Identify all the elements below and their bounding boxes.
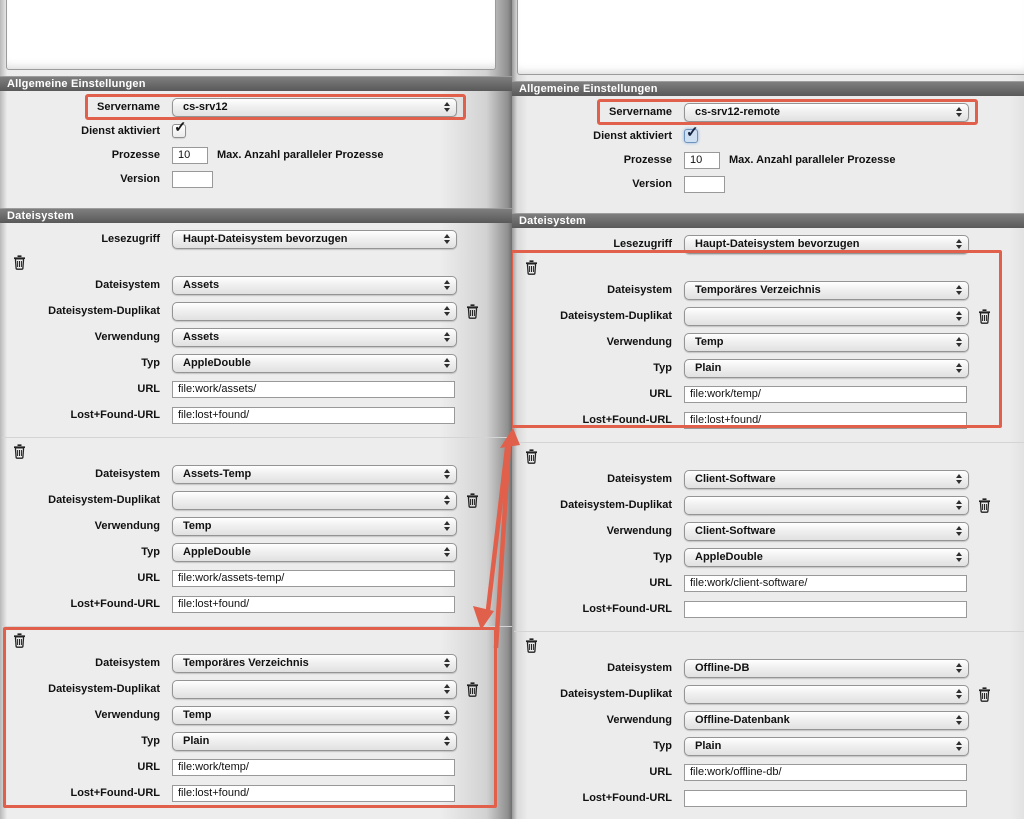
trash-icon <box>525 260 538 275</box>
processes-input[interactable] <box>172 147 208 164</box>
servername-value: cs-srv12-remote <box>695 106 780 118</box>
servername-row <box>512 102 1024 122</box>
fs-dup-select[interactable] <box>684 496 969 515</box>
usage-label: Verwendung <box>94 331 160 343</box>
usage-value: Offline-Datenbank <box>695 714 790 726</box>
service-enabled-checkbox[interactable] <box>172 119 187 138</box>
section-header-general <box>512 81 1024 96</box>
up-down-stepper-icon <box>956 741 962 751</box>
fs-select[interactable] <box>172 465 457 484</box>
up-down-stepper-icon <box>956 311 962 321</box>
url-input[interactable] <box>172 570 455 587</box>
processes-row <box>0 145 512 165</box>
up-down-stepper-icon <box>444 280 450 290</box>
usage-select[interactable] <box>172 328 457 347</box>
type-value: Plain <box>695 740 722 752</box>
fs-select[interactable] <box>172 276 457 295</box>
usage-label: Verwendung <box>606 525 672 537</box>
delete-filesystem-button[interactable] <box>525 638 538 653</box>
lost-found-label: Lost+Found-URL <box>582 792 672 804</box>
up-down-stepper-icon <box>956 285 962 295</box>
fs-select[interactable] <box>684 281 969 300</box>
processes-label: Prozesse <box>111 149 160 161</box>
version-label: Version <box>632 178 672 190</box>
fs-dup-select[interactable] <box>172 680 457 699</box>
lost-found-input[interactable] <box>172 407 455 424</box>
url-label: URL <box>137 572 160 584</box>
servername-label: Servername <box>97 101 160 113</box>
up-down-stepper-icon <box>444 684 450 694</box>
trash-icon <box>466 682 479 697</box>
up-down-stepper-icon <box>956 239 962 249</box>
trash-icon <box>978 498 991 513</box>
usage-value: Temp <box>183 709 212 721</box>
usage-select[interactable] <box>684 711 969 730</box>
filesystem-block <box>0 249 512 429</box>
servername-label: Servername <box>609 106 672 118</box>
trash-icon <box>13 255 26 270</box>
trash-icon <box>466 493 479 508</box>
type-value: AppleDouble <box>183 546 251 558</box>
read-access-label: Lesezugriff <box>101 233 160 245</box>
fs-dup-label: Dateisystem-Duplikat <box>48 494 160 506</box>
url-input[interactable] <box>172 759 455 776</box>
usage-label: Verwendung <box>606 336 672 348</box>
fs-label: Dateisystem <box>607 662 672 674</box>
lost-found-input[interactable] <box>684 601 967 618</box>
version-input[interactable] <box>684 176 725 193</box>
url-input[interactable] <box>684 575 967 592</box>
lost-found-input[interactable] <box>684 790 967 807</box>
processes-hint: Max. Anzahl paralleler Prozesse <box>729 154 896 166</box>
checkmark-icon: ✓ <box>174 119 187 136</box>
url-label: URL <box>137 383 160 395</box>
type-value: Plain <box>183 735 210 747</box>
section-header-filesystem <box>0 208 512 223</box>
processes-input[interactable] <box>684 152 720 169</box>
type-select[interactable] <box>172 354 457 373</box>
trash-icon <box>978 687 991 702</box>
version-input[interactable] <box>172 171 213 188</box>
type-select[interactable] <box>172 543 457 562</box>
service-enabled-label: Dienst aktiviert <box>593 130 672 142</box>
delete-filesystem-button[interactable] <box>13 444 26 459</box>
fs-label: Dateisystem <box>95 468 160 480</box>
lost-found-label: Lost+Found-URL <box>70 598 160 610</box>
filesystem-block-highlighted <box>0 627 512 807</box>
section-title: Allgemeine Einstellungen <box>519 83 658 95</box>
up-down-stepper-icon <box>956 663 962 673</box>
up-down-stepper-icon <box>444 332 450 342</box>
up-down-stepper-icon <box>956 474 962 484</box>
section-title: Dateisystem <box>519 215 587 227</box>
service-enabled-checkbox[interactable] <box>684 124 699 143</box>
up-down-stepper-icon <box>444 521 450 531</box>
delete-duplicate-button[interactable] <box>978 309 991 324</box>
delete-filesystem-button[interactable] <box>13 255 26 270</box>
usage-label: Verwendung <box>94 520 160 532</box>
section-header-general <box>0 76 512 91</box>
usage-value: Assets <box>183 331 220 343</box>
fs-dup-select[interactable] <box>172 491 457 510</box>
read-access-select[interactable] <box>684 235 969 254</box>
type-label: Typ <box>141 357 160 369</box>
fs-dup-label: Dateisystem-Duplikat <box>48 305 160 317</box>
url-label: URL <box>649 577 672 589</box>
url-label: URL <box>649 766 672 778</box>
fs-label: Dateisystem <box>95 279 160 291</box>
checkmark-icon: ✓ <box>686 124 699 141</box>
trash-icon <box>466 304 479 319</box>
trash-icon <box>978 309 991 324</box>
delete-duplicate-button[interactable] <box>466 304 479 319</box>
up-down-stepper-icon <box>956 689 962 699</box>
type-select[interactable] <box>172 732 457 751</box>
filesystem-block-highlighted <box>512 254 1024 434</box>
type-label: Typ <box>653 740 672 752</box>
up-down-stepper-icon <box>956 715 962 725</box>
type-value: AppleDouble <box>183 357 251 369</box>
up-down-stepper-icon <box>956 500 962 510</box>
up-down-stepper-icon <box>444 736 450 746</box>
trash-icon <box>13 444 26 459</box>
type-label: Typ <box>141 546 160 558</box>
url-input[interactable] <box>172 381 455 398</box>
filesystem-block <box>512 443 1024 623</box>
usage-select[interactable] <box>172 517 457 536</box>
type-label: Typ <box>653 551 672 563</box>
processes-row <box>512 150 1024 170</box>
section-title: Dateisystem <box>7 210 75 222</box>
version-row <box>512 174 1024 194</box>
up-down-stepper-icon <box>444 710 450 720</box>
delete-duplicate-button[interactable] <box>466 682 479 697</box>
up-down-stepper-icon <box>444 358 450 368</box>
up-down-stepper-icon <box>444 469 450 479</box>
up-down-stepper-icon <box>444 102 450 112</box>
url-input[interactable] <box>684 764 967 781</box>
servername-value: cs-srv12 <box>183 101 228 113</box>
lost-found-label: Lost+Found-URL <box>70 787 160 799</box>
version-label: Version <box>120 173 160 185</box>
service-enabled-row <box>0 121 512 141</box>
fs-dup-label: Dateisystem-Duplikat <box>560 688 672 700</box>
lost-found-label: Lost+Found-URL <box>70 409 160 421</box>
trash-icon <box>13 633 26 648</box>
read-access-row <box>512 234 1024 254</box>
usage-value: Client-Software <box>695 525 776 537</box>
type-label: Typ <box>141 735 160 747</box>
fs-dup-select[interactable] <box>172 302 457 321</box>
type-select[interactable] <box>684 359 969 378</box>
type-select[interactable] <box>684 548 969 567</box>
up-down-stepper-icon <box>956 363 962 373</box>
settings-panel-right <box>512 0 1024 819</box>
fs-label: Dateisystem <box>607 473 672 485</box>
lost-found-input[interactable] <box>172 596 455 613</box>
fs-dup-select[interactable] <box>684 307 969 326</box>
fs-label: Dateisystem <box>95 657 160 669</box>
filesystem-block <box>0 438 512 618</box>
version-row <box>0 169 512 189</box>
delete-duplicate-button[interactable] <box>978 687 991 702</box>
usage-label: Verwendung <box>606 714 672 726</box>
type-value: AppleDouble <box>695 551 763 563</box>
url-label: URL <box>137 761 160 773</box>
usage-label: Verwendung <box>94 709 160 721</box>
delete-duplicate-button[interactable] <box>466 493 479 508</box>
up-down-stepper-icon <box>956 552 962 562</box>
fs-dup-label: Dateisystem-Duplikat <box>48 683 160 695</box>
read-access-value: Haupt-Dateisystem bevorzugen <box>695 238 860 250</box>
trash-icon <box>525 638 538 653</box>
lost-found-label: Lost+Found-URL <box>582 414 672 426</box>
fs-value: Assets <box>183 279 220 291</box>
usage-select[interactable] <box>684 522 969 541</box>
fs-label: Dateisystem <box>607 284 672 296</box>
processes-label: Prozesse <box>623 154 672 166</box>
section-header-filesystem <box>512 213 1024 228</box>
fs-value: Temporäres Verzeichnis <box>183 657 309 669</box>
up-down-stepper-icon <box>444 495 450 505</box>
usage-value: Temp <box>695 336 724 348</box>
section-title: Allgemeine Einstellungen <box>7 78 146 90</box>
up-down-stepper-icon <box>444 234 450 244</box>
fs-dup-select[interactable] <box>684 685 969 704</box>
servername-select[interactable] <box>172 98 457 117</box>
lost-found-label: Lost+Found-URL <box>582 603 672 615</box>
up-down-stepper-icon <box>444 306 450 316</box>
fs-select[interactable] <box>172 654 457 673</box>
fs-select[interactable] <box>684 470 969 489</box>
servername-row <box>0 97 512 117</box>
trash-icon <box>525 449 538 464</box>
delete-filesystem-button[interactable] <box>525 260 538 275</box>
service-enabled-label: Dienst aktiviert <box>81 125 160 137</box>
type-select[interactable] <box>684 737 969 756</box>
lost-found-input[interactable] <box>172 785 455 802</box>
up-down-stepper-icon <box>444 547 450 557</box>
fs-value: Temporäres Verzeichnis <box>695 284 821 296</box>
delete-duplicate-button[interactable] <box>978 498 991 513</box>
usage-select[interactable] <box>684 333 969 352</box>
up-down-stepper-icon <box>444 658 450 668</box>
up-down-stepper-icon <box>956 107 962 117</box>
filesystem-block <box>512 632 1024 812</box>
type-label: Typ <box>653 362 672 374</box>
lost-found-input[interactable] <box>684 412 967 429</box>
usage-select[interactable] <box>172 706 457 725</box>
fs-value: Offline-DB <box>695 662 750 674</box>
service-enabled-row <box>512 126 1024 146</box>
fs-dup-label: Dateisystem-Duplikat <box>560 310 672 322</box>
read-access-value: Haupt-Dateisystem bevorzugen <box>183 233 348 245</box>
processes-hint: Max. Anzahl paralleler Prozesse <box>217 149 384 161</box>
fs-value: Client-Software <box>695 473 776 485</box>
read-access-row <box>0 229 512 249</box>
up-down-stepper-icon <box>956 337 962 347</box>
fs-dup-label: Dateisystem-Duplikat <box>560 499 672 511</box>
fs-select[interactable] <box>684 659 969 678</box>
read-access-label: Lesezugriff <box>613 238 672 250</box>
url-input[interactable] <box>684 386 967 403</box>
up-down-stepper-icon <box>956 526 962 536</box>
delete-filesystem-button[interactable] <box>13 633 26 648</box>
usage-value: Temp <box>183 520 212 532</box>
type-value: Plain <box>695 362 722 374</box>
url-label: URL <box>649 388 672 400</box>
fs-value: Assets-Temp <box>183 468 252 480</box>
servername-select[interactable] <box>684 103 969 122</box>
delete-filesystem-button[interactable] <box>525 449 538 464</box>
read-access-select[interactable] <box>172 230 457 249</box>
